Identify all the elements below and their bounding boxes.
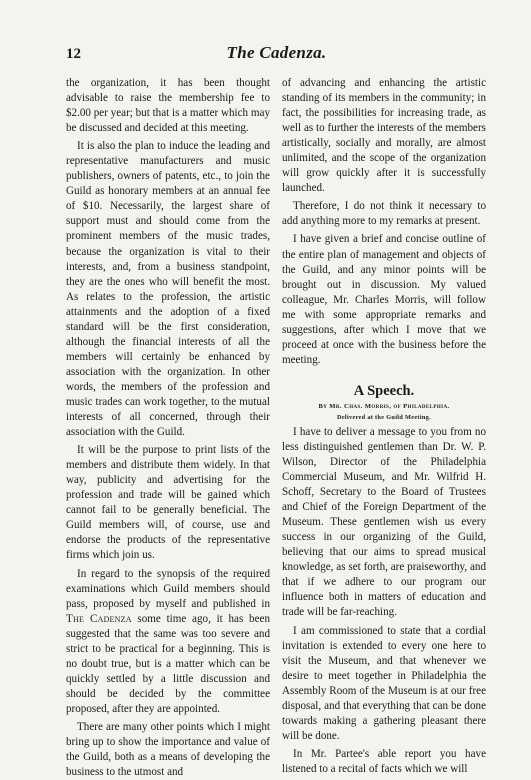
section-heading: A Speech. — [353, 382, 415, 399]
paragraph: I have given a brief and concise outline of the entire plan of management and objects of the Guild, and any minor points will be brought out in discussion. My valued colleague, Mr. Charles Morris, will follow me with some appropriate remarks and suggestions, after which I move that we proceed at once with the business before the meeting. — [282, 233, 486, 366]
paragraph: Therefore, I do not think it necessary to add anything more to my remarks at present. — [282, 200, 486, 228]
masthead-title: The Cadenza. — [226, 43, 327, 62]
paragraph — [66, 567, 270, 717]
paragraph: I am commissioned to state that a cordial invitation is extended to every one here to visit the Museum, and that whenever we desire to meet together in Philadelphia the Assembly Room of the Museum is at our free disposal, and that everything that can be done towards making a gathering pleasant there will be done. — [282, 624, 486, 742]
left-column — [66, 76, 270, 780]
paragraph-text: In regard to the synopsis of the required examinations which Guild members should pass, proposed by myself and published in — [66, 567, 270, 610]
paragraph: In Mr. Partee's able report you have listened to a recital of facts which we will — [282, 747, 486, 775]
paragraph: It is also the plan to induce the leading and representative manufacturers and music publishers, owners of patents, etc., to join the Guild as honorary members at an annual fee of $10. Necessarily, the largest share of support must and should come from the prominent members of the music trades, because the organization is vital to their interests, and, from a business standpoint, they are the ones who will benefit the most. As relates to the profession, the artistic attainments and the adoption of a fixed standard will be the first consideration, although the financial interests of all the members will certainly be enhanced by association with the organization. In other words, the members of the profession and music trades can work together, to the mutual interests of all concerned, through their association with the Guild. — [66, 140, 270, 439]
paragraph: I have to deliver a message to you from no less distinguished gentlemen than Dr. W. P. Wilson, Director of the Philadelphia Commercial Museum, and Mr. Wilfrid H. Schoff, Secretary to the Board of Trustees and Chief of the Foreign Department of the Museum. These gentlemen wish us every success in our organizing of the Guild, believing that our aims to spread musical knowledge, as set forth, are praiseworthy, and that if we adhere to our program our influence both in matters of education and trade will be far-reaching. — [282, 425, 486, 619]
publication-name: The Cadenza — [66, 612, 132, 625]
delivered-note: Delivered at the Guild Meeting. — [336, 413, 431, 421]
paragraph: the organization, it has been thought advisable to raise the membership fee to $2.00 per year; but that is a matter which may be discussed and decided at this meeting. — [66, 77, 270, 135]
page-header — [0, 0, 531, 74]
paragraph-text: some time ago, it has been suggested that the same was too severe and strict to be practical for a beginning. This is no doubt true, but is a matter which can be quickly settled by a little discussion and should be decided by the committee proposed, after they are appointed. — [66, 612, 270, 715]
byline: By Mr. Chas. Morris, of Philadelphia. — [318, 402, 450, 410]
right-column — [282, 76, 486, 777]
paragraph: There are many other points which I might bring up to show the importance and value of the Guild, both as a means of developing the business to the utmost and — [66, 720, 270, 779]
paragraph: It will be the purpose to print lists of the members and distribute them widely. In that way, publicity and advertising for the profession and trade will be gained which cannot fail to be generally beneficial. The Guild members will, of course, use and endorse the products of the representative firms which join us. — [66, 444, 270, 562]
paragraph: of advancing and enhancing the artistic standing of its members in the community; in fact, the possibilities for increasing trade, as well as to further the interests of the members artistically, socially and morally, are almost unlimited, and the scope of the organization will grow quickly after it is successfully launched. — [282, 77, 486, 195]
page-number: 12 — [66, 46, 81, 62]
